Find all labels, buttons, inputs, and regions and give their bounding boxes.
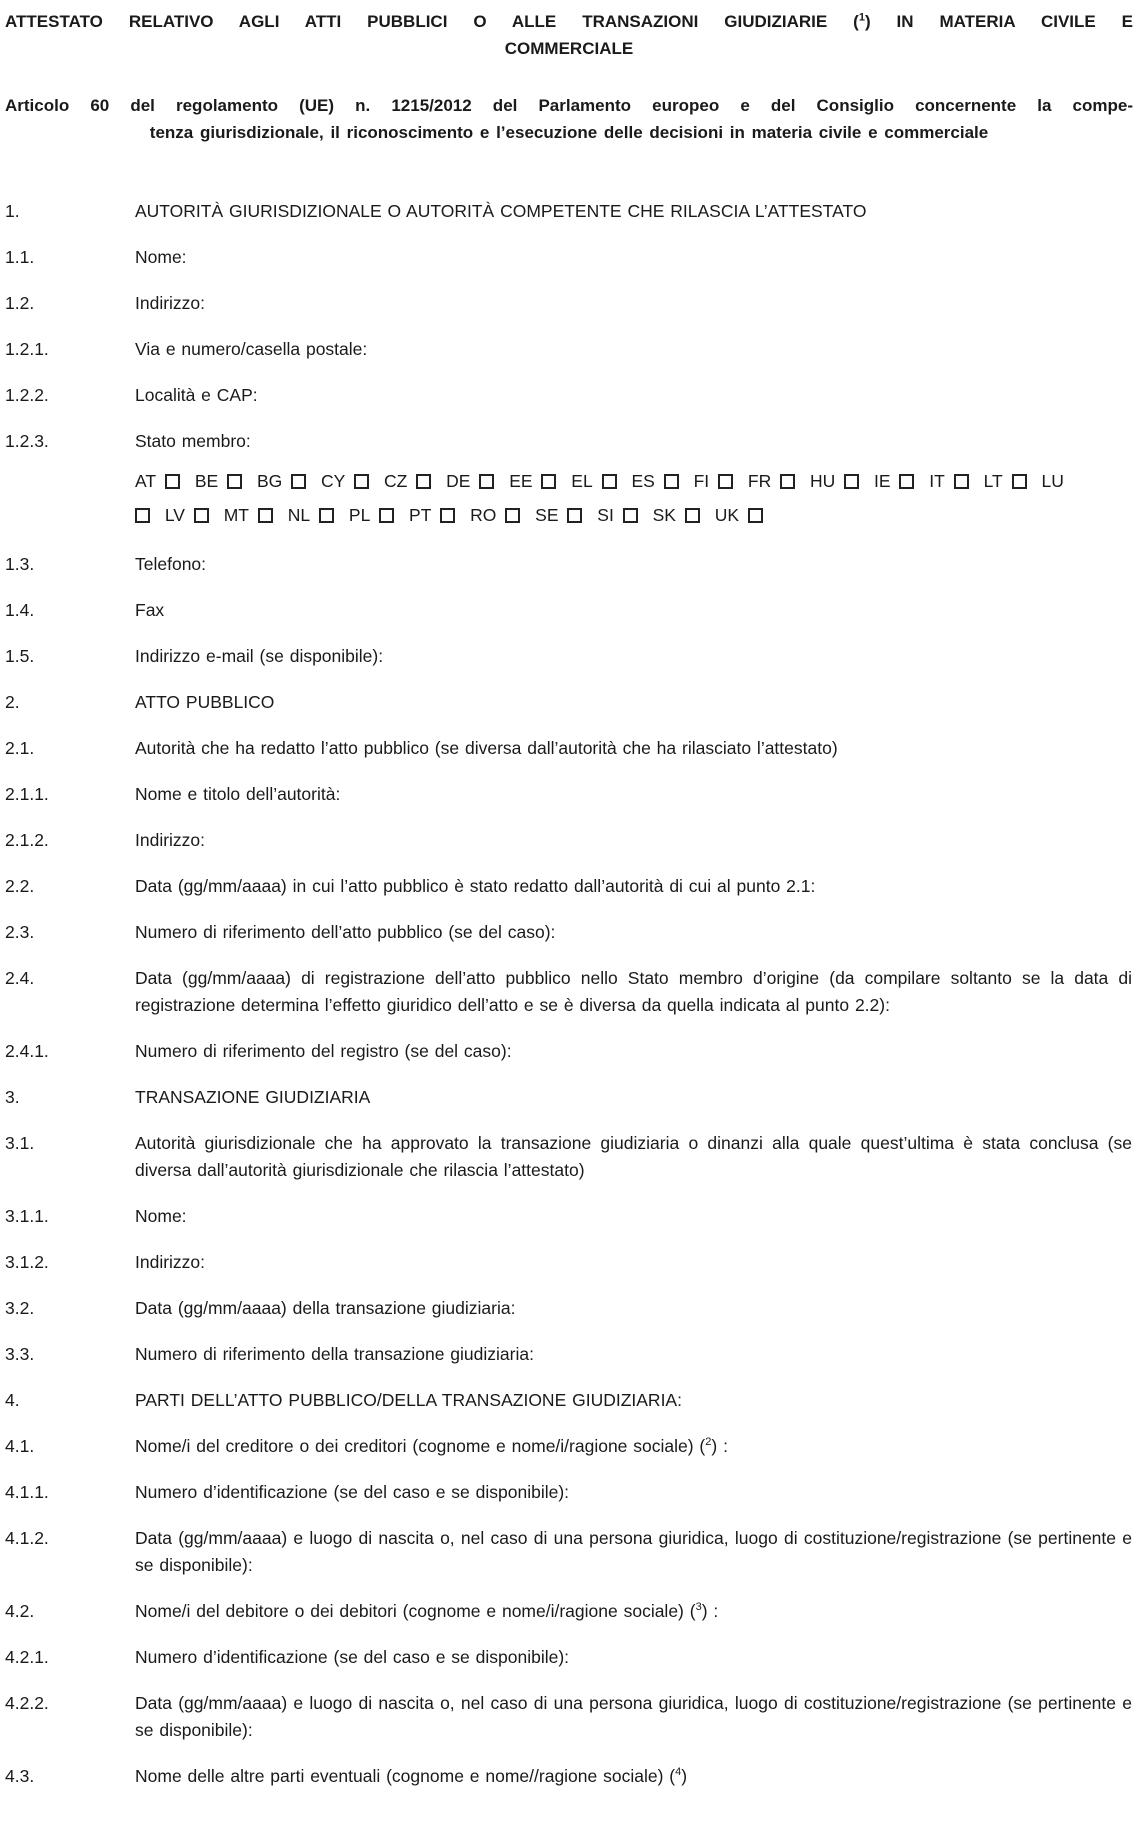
- item-text: [135, 1084, 1133, 1111]
- item-label: Data (gg/mm/aaaa) e luogo di nascita o, nel caso di una persona giuridica, luogo di costituzione/registrazione (se pertinente e se disponibile):: [135, 1693, 1132, 1740]
- item-number: 2.3.: [5, 922, 35, 942]
- item-text: [135, 1203, 1133, 1230]
- footnote-ref-3: 3: [695, 1601, 702, 1614]
- item-number: 1.2.: [5, 293, 35, 313]
- member-state-label-ro: RO: [470, 505, 497, 525]
- member-state-label-cz: CZ: [384, 471, 408, 491]
- member-state-label-lt: LT: [983, 471, 1003, 491]
- item-number: 3.: [5, 1087, 20, 1107]
- member-state-label-ee: EE: [509, 471, 533, 491]
- item-label: Nome e titolo dell’autorità:: [135, 784, 341, 804]
- item-label: Data (gg/mm/aaaa) di registrazione dell’atto pubblico nello Stato membro d’origine (da compilare soltanto se la data di registrazione determina l’effetto giuridico dell’atto e se è diversa da quella indicata al punto 2.2):: [135, 968, 1132, 1015]
- item-text: [135, 873, 1133, 900]
- item-label: Indirizzo e-mail (se disponibile):: [135, 646, 384, 666]
- form-item-2-2: [5, 873, 1133, 900]
- form-items: [5, 198, 1133, 1790]
- item-text: [135, 827, 1133, 854]
- member-state-checkbox-uk[interactable]: [748, 508, 763, 523]
- item-label: Numero d’identificazione (se del caso e se disponibile):: [135, 1647, 570, 1667]
- item-number: 4.2.1.: [5, 1647, 49, 1667]
- item-number: 2.1.2.: [5, 830, 49, 850]
- item-text: [135, 244, 1133, 271]
- item-label: Nome/i del debitore o dei debitori (cognome e nome/i/ragione sociale) (: [135, 1601, 696, 1621]
- item-label: Nome:: [135, 1206, 187, 1226]
- document-title-text: ATTESTATO RELATIVO AGLI ATTI PUBBLICI O ALLE TRANSAZIONI GIUDIZIARIE (: [5, 12, 859, 31]
- form-item-3: [5, 1084, 1133, 1111]
- member-state-checkbox-nl[interactable]: [319, 508, 334, 523]
- form-item-3-2: [5, 1295, 1133, 1322]
- item-number: 2.1.: [5, 738, 35, 758]
- item-text: [135, 1479, 1133, 1506]
- item-text: [135, 735, 1133, 762]
- member-state-label-es: ES: [631, 471, 655, 491]
- item-label: ATTO PUBBLICO: [135, 692, 275, 712]
- item-number: 4.2.2.: [5, 1693, 49, 1713]
- item-label: Indirizzo:: [135, 830, 206, 850]
- form-item-1-2-2: [5, 382, 1133, 409]
- item-text: [135, 781, 1133, 808]
- item-text: [135, 336, 1133, 363]
- form-item-3-3: [5, 1341, 1133, 1368]
- member-state-label-nl: NL: [287, 505, 311, 525]
- member-state-checkbox-lt[interactable]: [1012, 474, 1027, 489]
- form-item-3-1-2: [5, 1249, 1133, 1276]
- item-label: Data (gg/mm/aaaa) e luogo di nascita o, nel caso di una persona giuridica, luogo di costituzione/registrazione (se pertinente e se disponibile):: [135, 1528, 1132, 1575]
- item-number: 2.2.: [5, 876, 35, 896]
- item-number: 3.1.2.: [5, 1252, 49, 1272]
- member-state-checkbox-lu[interactable]: [135, 508, 150, 523]
- item-label: Nome delle altre parti eventuali (cognome e nome//ragione sociale) (: [135, 1766, 676, 1786]
- item-number: 2.: [5, 692, 20, 712]
- form-item-4-1-1: [5, 1479, 1133, 1506]
- member-state-checkbox-sk[interactable]: [685, 508, 700, 523]
- form-item-1-2-3: [5, 428, 1133, 532]
- member-state-checkbox-it[interactable]: [954, 474, 969, 489]
- item-text: [135, 1763, 1133, 1790]
- form-item-2-1: [5, 735, 1133, 762]
- document-subtitle-line2: tenza giurisdizionale, il riconoscimento e l’esecuzione delle decisioni in materia civile e commerciale: [149, 123, 989, 142]
- form-item-2: [5, 689, 1133, 716]
- item-text: [135, 1295, 1133, 1322]
- item-label: Numero di riferimento del registro (se del caso):: [135, 1041, 512, 1061]
- member-state-label-uk: UK: [714, 505, 739, 525]
- item-label: Autorità che ha redatto l’atto pubblico (se diversa dall’autorità che ha rilasciato l’attestato): [135, 738, 838, 758]
- document-title-line1: [5, 8, 1133, 35]
- form-item-4-1-2: [5, 1525, 1133, 1579]
- form-item-2-4-1: [5, 1038, 1133, 1065]
- member-state-label-fi: FI: [693, 471, 710, 491]
- document-subtitle-line1: Articolo 60 del regolamento (UE) n. 1215/2012 del Parlamento europeo e del Consiglio concernente la compe-: [5, 96, 1133, 115]
- member-state-checkbox-ro[interactable]: [505, 508, 520, 523]
- item-text: [135, 1130, 1133, 1184]
- form-item-4: [5, 1387, 1133, 1414]
- item-label: Data (gg/mm/aaaa) in cui l’atto pubblico è stato redatto dall’autorità di cui al punto 2.1:: [135, 876, 816, 896]
- item-label: TRANSAZIONE GIUDIZIARIA: [135, 1087, 371, 1107]
- member-state-label-fr: FR: [747, 471, 772, 491]
- item-text: [135, 1690, 1133, 1744]
- item-label: AUTORITÀ GIURISDIZIONALE O AUTORITÀ COMPETENTE CHE RILASCIA L’ATTESTATO: [135, 201, 867, 221]
- item-number: 3.1.1.: [5, 1206, 49, 1226]
- member-state-label-pl: PL: [348, 505, 371, 525]
- member-state-checkbox-cz[interactable]: [416, 474, 431, 489]
- item-number: 1.1.: [5, 247, 35, 267]
- form-item-1-3: [5, 551, 1133, 578]
- form-item-1-1: [5, 244, 1133, 271]
- item-text: [135, 597, 1133, 624]
- item-label-after: ) :: [711, 1436, 728, 1456]
- item-text: [135, 965, 1133, 1019]
- item-label: PARTI DELL’ATTO PUBBLICO/DELLA TRANSAZIONE GIUDIZIARIA:: [135, 1390, 682, 1410]
- form-item-3-1: [5, 1130, 1133, 1184]
- member-state-checkboxes: [135, 464, 1132, 532]
- member-state-label-lv: LV: [164, 505, 185, 525]
- member-state-checkbox-de[interactable]: [479, 474, 494, 489]
- item-number: 1.3.: [5, 554, 35, 574]
- footnote-ref-2: 2: [705, 1436, 712, 1449]
- item-number: 4.1.1.: [5, 1482, 49, 1502]
- item-number: 1.4.: [5, 600, 35, 620]
- item-label: Indirizzo:: [135, 1252, 206, 1272]
- item-text: [135, 198, 1133, 225]
- item-number: 1.2.1.: [5, 339, 49, 359]
- member-state-checkbox-el[interactable]: [602, 474, 617, 489]
- item-label: Autorità giurisdizionale che ha approvato la transazione giudiziaria o dinanzi alla quale quest’ultima è stata conclusa (se diversa dall’autorità giurisdizionale che rilascia l’attestato): [135, 1133, 1132, 1180]
- item-number: 1.: [5, 201, 20, 221]
- member-state-label-mt: MT: [223, 505, 250, 525]
- item-number: 2.4.1.: [5, 1041, 49, 1061]
- member-state-label-de: DE: [446, 471, 471, 491]
- form-item-1: [5, 198, 1133, 225]
- member-state-checkbox-es[interactable]: [664, 474, 679, 489]
- member-state-label-bg: BG: [256, 471, 283, 491]
- item-number: 2.4.: [5, 968, 35, 988]
- item-text: [135, 382, 1133, 409]
- member-state-checkbox-pl[interactable]: [379, 508, 394, 523]
- member-state-checkbox-mt[interactable]: [258, 508, 273, 523]
- item-number: 3.2.: [5, 1298, 35, 1318]
- item-label: Telefono:: [135, 554, 207, 574]
- member-state-label-hu: HU: [809, 471, 836, 491]
- item-label: Indirizzo:: [135, 293, 206, 313]
- form-item-3-1-1: [5, 1203, 1133, 1230]
- item-label: Nome:: [135, 247, 187, 267]
- item-label: Data (gg/mm/aaaa) della transazione giudiziaria:: [135, 1298, 516, 1318]
- form-item-4-2: [5, 1598, 1133, 1625]
- item-number: 3.3.: [5, 1344, 35, 1364]
- item-text: [135, 919, 1133, 946]
- item-label: Numero di riferimento della transazione giudiziaria:: [135, 1344, 534, 1364]
- document-title-line2: COMMERCIALE: [504, 39, 634, 58]
- footnote-ref-1: 1: [858, 11, 865, 24]
- item-number: 3.1.: [5, 1133, 35, 1153]
- member-state-checkbox-be[interactable]: [227, 474, 242, 489]
- member-state-checkbox-ie[interactable]: [899, 474, 914, 489]
- item-text: [135, 1598, 1133, 1625]
- item-number: 2.1.1.: [5, 784, 49, 804]
- item-number: 1.2.3.: [5, 431, 49, 451]
- item-label: Numero di riferimento dell’atto pubblico (se del caso):: [135, 922, 556, 942]
- item-label-after: ) :: [701, 1601, 719, 1621]
- item-text: [135, 1249, 1133, 1276]
- member-state-label-se: SE: [535, 505, 559, 525]
- member-state-checkbox-lv[interactable]: [194, 508, 209, 523]
- item-number: 1.2.2.: [5, 385, 49, 405]
- member-state-label-lu: LU: [1041, 471, 1064, 491]
- item-number: 4.2.: [5, 1601, 35, 1621]
- document-title: [5, 8, 1133, 62]
- item-text: [135, 1387, 1133, 1414]
- member-state-checkbox-pt[interactable]: [440, 508, 455, 523]
- form-item-4-2-1: [5, 1644, 1133, 1671]
- item-label: Numero d’identificazione (se del caso e se disponibile):: [135, 1482, 570, 1502]
- form-item-2-3: [5, 919, 1133, 946]
- member-state-label-be: BE: [194, 471, 219, 491]
- form-item-2-1-1: [5, 781, 1133, 808]
- item-label: Fax: [135, 600, 165, 620]
- form-item-4-2-2: [5, 1690, 1133, 1744]
- member-state-checkbox-ee[interactable]: [541, 474, 556, 489]
- member-state-checkbox-si[interactable]: [623, 508, 638, 523]
- member-state-label-si: SI: [597, 505, 614, 525]
- item-label-after: ): [681, 1766, 688, 1786]
- form-item-2-4: [5, 965, 1133, 1019]
- item-number: 4.3.: [5, 1766, 35, 1786]
- member-state-label-it: IT: [929, 471, 945, 491]
- member-state-checkbox-fr[interactable]: [780, 474, 795, 489]
- member-state-checkbox-cy[interactable]: [354, 474, 369, 489]
- form-item-1-4: [5, 597, 1133, 624]
- item-text: [135, 428, 1133, 532]
- form-item-1-5: [5, 643, 1133, 670]
- item-text: [135, 689, 1133, 716]
- item-label: Località e CAP:: [135, 385, 258, 405]
- member-state-label-el: EL: [571, 471, 593, 491]
- member-state-checkbox-fi[interactable]: [718, 474, 733, 489]
- form-item-1-2-1: [5, 336, 1133, 363]
- form-item-2-1-2: [5, 827, 1133, 854]
- document-subtitle: [5, 92, 1133, 146]
- form-item-4-3: [5, 1763, 1133, 1790]
- footnote-ref-4: 4: [675, 1766, 682, 1779]
- item-label: Via e numero/casella postale:: [135, 339, 368, 359]
- item-text: [135, 1433, 1133, 1460]
- item-number: 4.1.: [5, 1436, 35, 1456]
- item-label: Nome/i del creditore o dei creditori (cognome e nome/i/ragione sociale) (: [135, 1436, 706, 1456]
- member-state-label-pt: PT: [409, 505, 432, 525]
- item-text: [135, 643, 1133, 670]
- form-item-1-2: [5, 290, 1133, 317]
- member-state-label-ie: IE: [873, 471, 891, 491]
- item-text: [135, 1038, 1133, 1065]
- member-state-checkbox-bg[interactable]: [291, 474, 306, 489]
- document-title-text-cont: ) IN MATERIA CIVILE E: [864, 12, 1133, 31]
- item-text: [135, 551, 1133, 578]
- member-state-label-cy: CY: [320, 471, 346, 491]
- form-item-4-1: [5, 1433, 1133, 1460]
- member-state-checkbox-se[interactable]: [567, 508, 582, 523]
- item-number: 1.5.: [5, 646, 35, 666]
- item-text: [135, 290, 1133, 317]
- item-number: 4.: [5, 1390, 20, 1410]
- item-text: [135, 1525, 1133, 1579]
- item-text: [135, 1341, 1133, 1368]
- member-state-label-at: AT: [135, 471, 157, 491]
- item-text: [135, 1644, 1133, 1671]
- member-state-checkbox-at[interactable]: [165, 474, 180, 489]
- member-state-checkbox-hu[interactable]: [844, 474, 859, 489]
- member-state-label-sk: SK: [652, 505, 676, 525]
- item-label: Stato membro:: [135, 431, 251, 451]
- item-number: 4.1.2.: [5, 1528, 49, 1548]
